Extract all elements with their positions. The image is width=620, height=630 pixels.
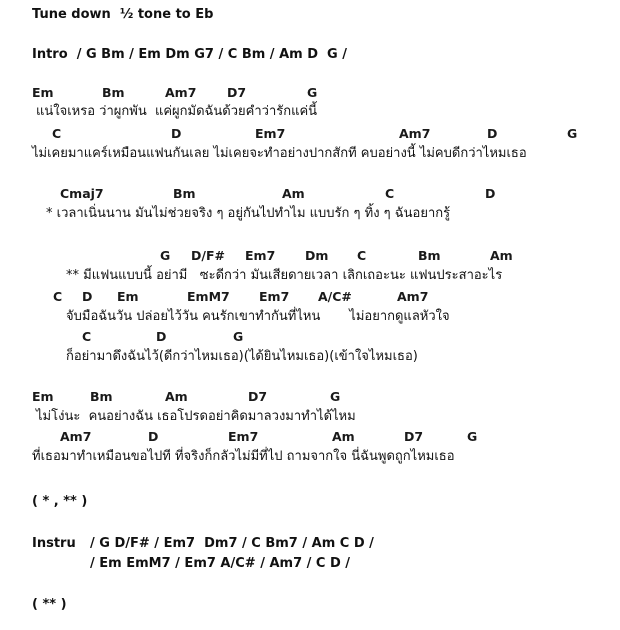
chord: D <box>148 429 159 444</box>
lyric-line: ไม่โง่นะ คนอย่างฉัน เธอโปรดอย่าคิดมาลวงมาทำได้ไหม <box>36 409 356 424</box>
lyric-line: ที่เธอมาทำเหมือนขอไปที ที่จริงก็กลัวไม่มีที่ไป ถามจากใจ นี่ฉันพูดถูกไหมเธอ <box>32 449 455 464</box>
chord: G <box>467 429 478 444</box>
chord: Em <box>117 289 139 304</box>
lyric-line: จับมือฉันวัน ปล่อยไว้วัน คนรักเขาทำกันที่ไหน ไม่อยากดูแลหัวใจ <box>66 309 450 324</box>
chord: Dm <box>305 248 329 263</box>
chord: D7 <box>404 429 424 444</box>
chord: Em7 <box>228 429 259 444</box>
instru-line: / Em EmM7 / Em7 A/C# / Am7 / C D / <box>90 556 351 571</box>
lyric-line: แน่ใจเหรอ ว่าผูกพัน แค่ผูกมัดฉันด้วยคำว่ารักแค่นี้ <box>36 104 318 119</box>
chord: Em7 <box>255 126 286 141</box>
chord: D <box>156 329 167 344</box>
chord: C <box>82 329 92 344</box>
chord: Am7 <box>399 126 431 141</box>
tuning-note: Tune down ½ tone to Eb <box>32 7 214 22</box>
repeat-marker-final: ( ** ) <box>32 597 67 612</box>
chord: G <box>330 389 341 404</box>
chord: D7 <box>227 85 247 100</box>
chord: Em <box>32 389 54 404</box>
chord: EmM7 <box>187 289 230 304</box>
chord: Em7 <box>245 248 276 263</box>
chord: G <box>233 329 244 344</box>
chord: Am7 <box>60 429 92 444</box>
repeat-marker: ( * , ** ) <box>32 494 88 509</box>
chord: G <box>567 126 578 141</box>
chord: C <box>385 186 395 201</box>
chord: D <box>171 126 182 141</box>
chord: D/F# <box>191 248 225 263</box>
chord: Am7 <box>397 289 429 304</box>
chord: Bm <box>102 85 125 100</box>
chord: Bm <box>418 248 441 263</box>
chord: Am <box>282 186 305 201</box>
instru-line: / G D/F# / Em7 Dm7 / C Bm7 / Am C D / <box>90 536 374 551</box>
chord: Am <box>490 248 513 263</box>
chord: A/C# <box>318 289 352 304</box>
chord: Em <box>32 85 54 100</box>
intro-line: Intro / G Bm / Em Dm G7 / C Bm / Am D G / <box>32 47 347 62</box>
chord: Bm <box>90 389 113 404</box>
chord: Am7 <box>165 85 197 100</box>
lyric-line: * เวลาเนิ่นนาน มันไม่ช่วยจริง ๆ อยู่กันไปทำไม แบบรัก ๆ ทิ้ง ๆ ฉันอยากรู้ <box>46 206 451 221</box>
chord: C <box>357 248 367 263</box>
chord: Am <box>165 389 188 404</box>
chord: G <box>307 85 318 100</box>
chord: Bm <box>173 186 196 201</box>
chord: C <box>52 126 62 141</box>
chord: D <box>487 126 498 141</box>
chord: D <box>485 186 496 201</box>
lyric-line: ** มีแฟนแบบนี้ อย่ามี ซะดีกว่า มันเสียดายเวลา เลิกเถอะนะ แฟนประสาอะไร <box>66 268 503 283</box>
chord: Cmaj7 <box>60 186 104 201</box>
lyric-line: ก็อย่ามาดึงฉันไว้(ดีกว่าไหมเธอ)(ได้ยินไหมเธอ)(เข้าใจไหมเธอ) <box>66 349 418 364</box>
chord: Am <box>332 429 355 444</box>
lyric-line: ไม่เคยมาแคร์เหมือนแฟนกันเลย ไม่เคยจะทำอย่างปากสักที คบอย่างนี้ ไม่คบดีกว่าไหมเธอ <box>32 146 527 161</box>
chord: D <box>82 289 93 304</box>
chord: G <box>160 248 171 263</box>
instru-label: Instru <box>32 536 76 551</box>
chord: D7 <box>248 389 268 404</box>
chord: C <box>53 289 63 304</box>
chord: Em7 <box>259 289 290 304</box>
